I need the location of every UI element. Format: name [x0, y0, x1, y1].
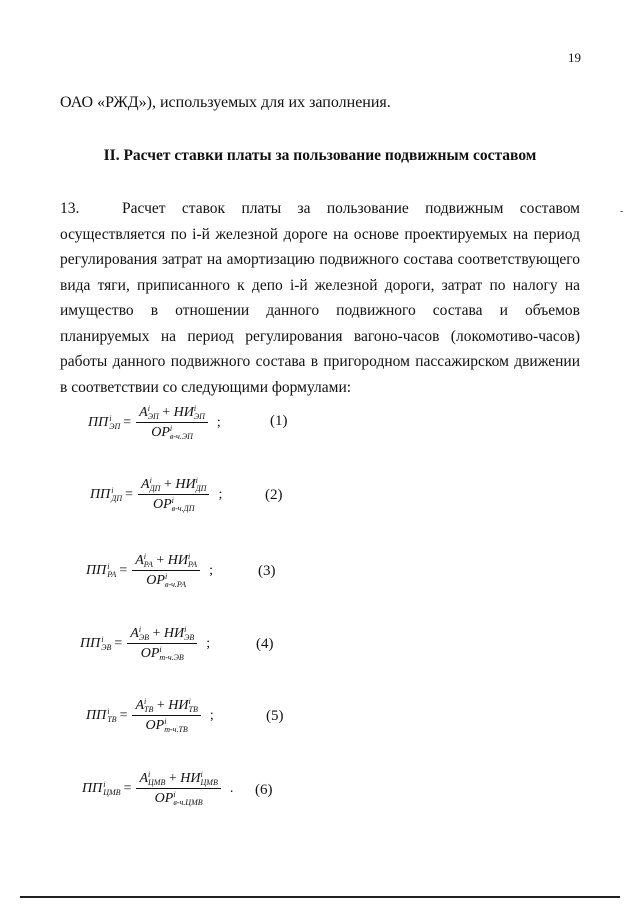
formula-lhs: ПП i ЭП =: [88, 414, 132, 432]
top-line-text: ОАО «РЖД»), используемых для их заполнения.: [60, 94, 391, 111]
equation-number: (5): [266, 708, 284, 724]
formula-numerator: A i ЭВ + НИ i ЭВ: [127, 626, 197, 644]
formula-denominator: OP i т-ч.ЭВ: [140, 645, 184, 663]
page-number: 19: [568, 50, 581, 65]
formula-lhs: ПП i ЦМВ =: [82, 780, 132, 798]
formula-2: [90, 477, 222, 513]
formula-lhs: ПП i РА =: [86, 562, 128, 580]
formula-separator: .: [229, 781, 234, 797]
formula-numerator: A i ТВ + НИ i ТВ: [132, 698, 200, 716]
margin-mark: -: [620, 206, 624, 217]
paragraph-13: [60, 196, 580, 400]
formula-numerator: A i ЦМВ + НИ i ЦМВ: [136, 771, 220, 789]
equation-number: (6): [255, 782, 273, 798]
formula-5: [86, 698, 214, 734]
section-heading: II. Расчет ставки платы за пользование подвижным составом: [103, 147, 537, 164]
formula-6: [82, 771, 233, 807]
formula-numerator: A i ДП + НИ i ДП: [138, 477, 209, 495]
formula-denominator: OP i в-ч.ЭП: [151, 424, 193, 442]
formula-fraction: [136, 771, 220, 807]
formula-fraction: [138, 477, 209, 513]
formula-separator: ;: [209, 563, 213, 579]
equation-number: (4): [256, 636, 274, 652]
formula-numerator: A i РА + НИ i РА: [132, 553, 200, 571]
formula-fraction: [132, 698, 200, 734]
equation-number: (2): [265, 487, 283, 503]
bottom-rule: [20, 896, 620, 898]
formula-fraction: [136, 405, 208, 441]
formula-lhs: ПП i ТВ =: [86, 707, 128, 725]
formula-separator: ;: [206, 636, 211, 652]
formula-denominator: OP i в-ч.ДП: [152, 496, 195, 514]
formula-separator: ;: [216, 415, 221, 431]
formula-fraction: [127, 626, 197, 662]
formula-numerator: A i ЭП + НИ i ЭП: [136, 405, 208, 423]
formula-separator: ;: [209, 708, 214, 724]
formula-denominator: OP i в-ч.ЦМВ: [154, 790, 203, 808]
paragraph-text: Расчет ставок платы за пользование подвижным составом осуществляется по i-й железной дороге на основе проектируемых на период регулирования затрат на амортизацию подвижного состава соответствующего вида тяги, приписанного к депо i-й железной дороги, затрат по налогу на имущество в отношении данного подвижного состава и объемов планируемых на период регулирования вагоно-часов (локомотиво-часов) работы данного подвижного состава в пригородном пассажирском движении в соответствии со следующими формулами:: [60, 200, 580, 396]
formula-lhs: ПП i ДП =: [90, 486, 134, 504]
formula-4: [80, 626, 210, 662]
formula-1: [88, 405, 221, 441]
equation-number: (3): [258, 563, 276, 579]
formula-lhs: ПП i ЭВ =: [80, 635, 123, 653]
equation-number: (1): [270, 413, 288, 429]
formula-denominator: OP i в-ч.РА: [146, 572, 186, 590]
formula-fraction: [132, 553, 200, 589]
formula-3: [86, 553, 213, 589]
paragraph-number: 13.: [60, 200, 80, 217]
formula-denominator: OP i т-ч.ТВ: [145, 717, 188, 735]
formula-separator: ;: [218, 487, 223, 503]
